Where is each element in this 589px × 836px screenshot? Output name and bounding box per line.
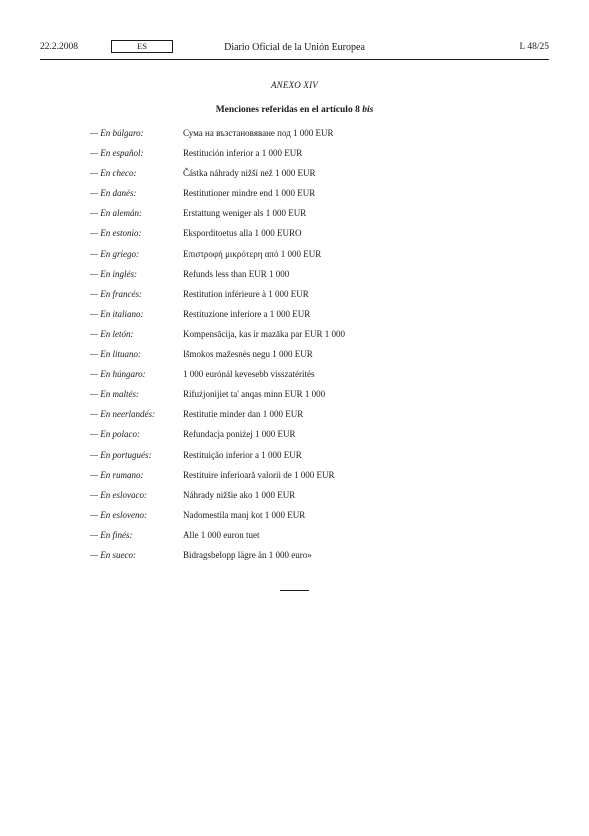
list-item [90, 228, 510, 248]
language-label: — En sueco: [90, 549, 136, 560]
page-reference: L 48/25 [519, 42, 549, 52]
language-label: — En alemán: [90, 208, 142, 219]
mention-text: Restitutioner mindre end 1 000 EUR [183, 188, 316, 199]
mention-text: Restitución inferior a 1 000 EUR [183, 148, 303, 159]
annex-subtitle-text: Menciones referidas en el artículo 8 [215, 105, 360, 115]
end-divider [280, 590, 309, 591]
mention-text: Nadomestila manj kot 1 000 EUR [183, 509, 306, 520]
language-label: — En eslovaco: [90, 489, 147, 500]
list-item [90, 148, 510, 168]
journal-title: Diario Oficial de la Unión Europea [224, 42, 365, 53]
language-label: — En polaco: [90, 429, 140, 440]
list-item [90, 329, 510, 349]
language-label: — En lituano: [90, 349, 141, 360]
language-label: — En maltés: [90, 389, 139, 400]
language-label: — En portugués: [90, 449, 152, 460]
language-label: — En estonio: [90, 228, 142, 239]
mention-text: Eksporditoetus alla 1 000 EURO [183, 228, 302, 239]
mention-text: Išmokos mažesnės negu 1 000 EUR [183, 349, 313, 360]
language-label: — En rumano: [90, 469, 144, 480]
language-label: — En neerlandés: [90, 409, 155, 420]
mention-text: Сума на възстановяване под 1 000 EUR [183, 128, 334, 138]
language-label: — En español: [90, 148, 144, 159]
language-label: — En checo: [90, 168, 137, 179]
mention-text: Restituição inferior a 1 000 EUR [183, 449, 302, 460]
list-item [90, 349, 510, 369]
language-label: — En búlgaro: [90, 128, 144, 138]
mention-text: 1 000 eurónál kevesebb visszatérítés [183, 369, 315, 380]
mention-text: Restituzione inferiore a 1 000 EUR [183, 308, 311, 319]
list-item [90, 168, 510, 188]
mention-text: Επιστροφή μικρότερη από 1 000 EUR [183, 248, 322, 259]
list-item [90, 429, 510, 449]
list-item [90, 309, 510, 329]
list-item [90, 188, 510, 208]
list-item [90, 249, 510, 269]
annex-title: ANEXO XIV [270, 80, 319, 90]
list-item [90, 470, 510, 490]
list-item [90, 208, 510, 228]
page-header [40, 40, 549, 56]
mention-text: Restituire inferioară valorii de 1 000 EUR [183, 469, 335, 480]
mention-text: Kompensācija, kas ir mazāka par EUR 1 000 [183, 328, 345, 339]
mention-text: Restitutie minder dan 1 000 EUR [183, 409, 304, 420]
language-label: — En letón: [90, 328, 134, 339]
language-label: — En francés: [90, 288, 142, 299]
list-item [90, 450, 510, 470]
language-label: — En griego: [90, 248, 139, 259]
list-item [90, 128, 510, 148]
language-label: — En italiano: [90, 308, 144, 319]
list-item [90, 269, 510, 289]
language-label: — En esloveno: [90, 509, 147, 520]
list-item [90, 369, 510, 389]
mention-text: Restitution inférieure à 1 000 EUR [183, 288, 309, 299]
language-label: — En finés: [90, 529, 133, 540]
list-item [90, 289, 510, 309]
mention-text: Rifużjonijiet ta' anqas minn EUR 1 000 [183, 389, 326, 400]
annex-subtitle [0, 105, 589, 115]
list-item [90, 409, 510, 429]
list-item [90, 550, 510, 570]
language-label: — En danés: [90, 188, 137, 199]
mention-text: Refunds less than EUR 1 000 [183, 268, 290, 279]
list-item [90, 530, 510, 550]
mention-text: Náhrady nižšie ako 1 000 EUR [183, 489, 296, 500]
mention-text: Částka náhrady nižší než 1 000 EUR [183, 168, 316, 179]
language-code-box: ES [111, 40, 173, 53]
mention-text: Alle 1 000 euron tuet [183, 529, 260, 540]
mention-text: Bidragsbelopp lägre än 1 000 euro» [183, 549, 312, 560]
list-item [90, 389, 510, 409]
language-label: — En inglés: [90, 268, 137, 279]
mention-text: Refundacja poniżej 1 000 EUR [183, 429, 296, 440]
header-divider [40, 59, 549, 60]
list-item [90, 510, 510, 530]
mention-text: Erstattung weniger als 1 000 EUR [183, 208, 307, 219]
language-label: — En húngaro: [90, 369, 146, 380]
header-date: 22.2.2008 [40, 42, 78, 52]
list-item [90, 490, 510, 510]
mentions-list [90, 128, 510, 570]
annex-subtitle-suffix: bis [362, 105, 374, 115]
